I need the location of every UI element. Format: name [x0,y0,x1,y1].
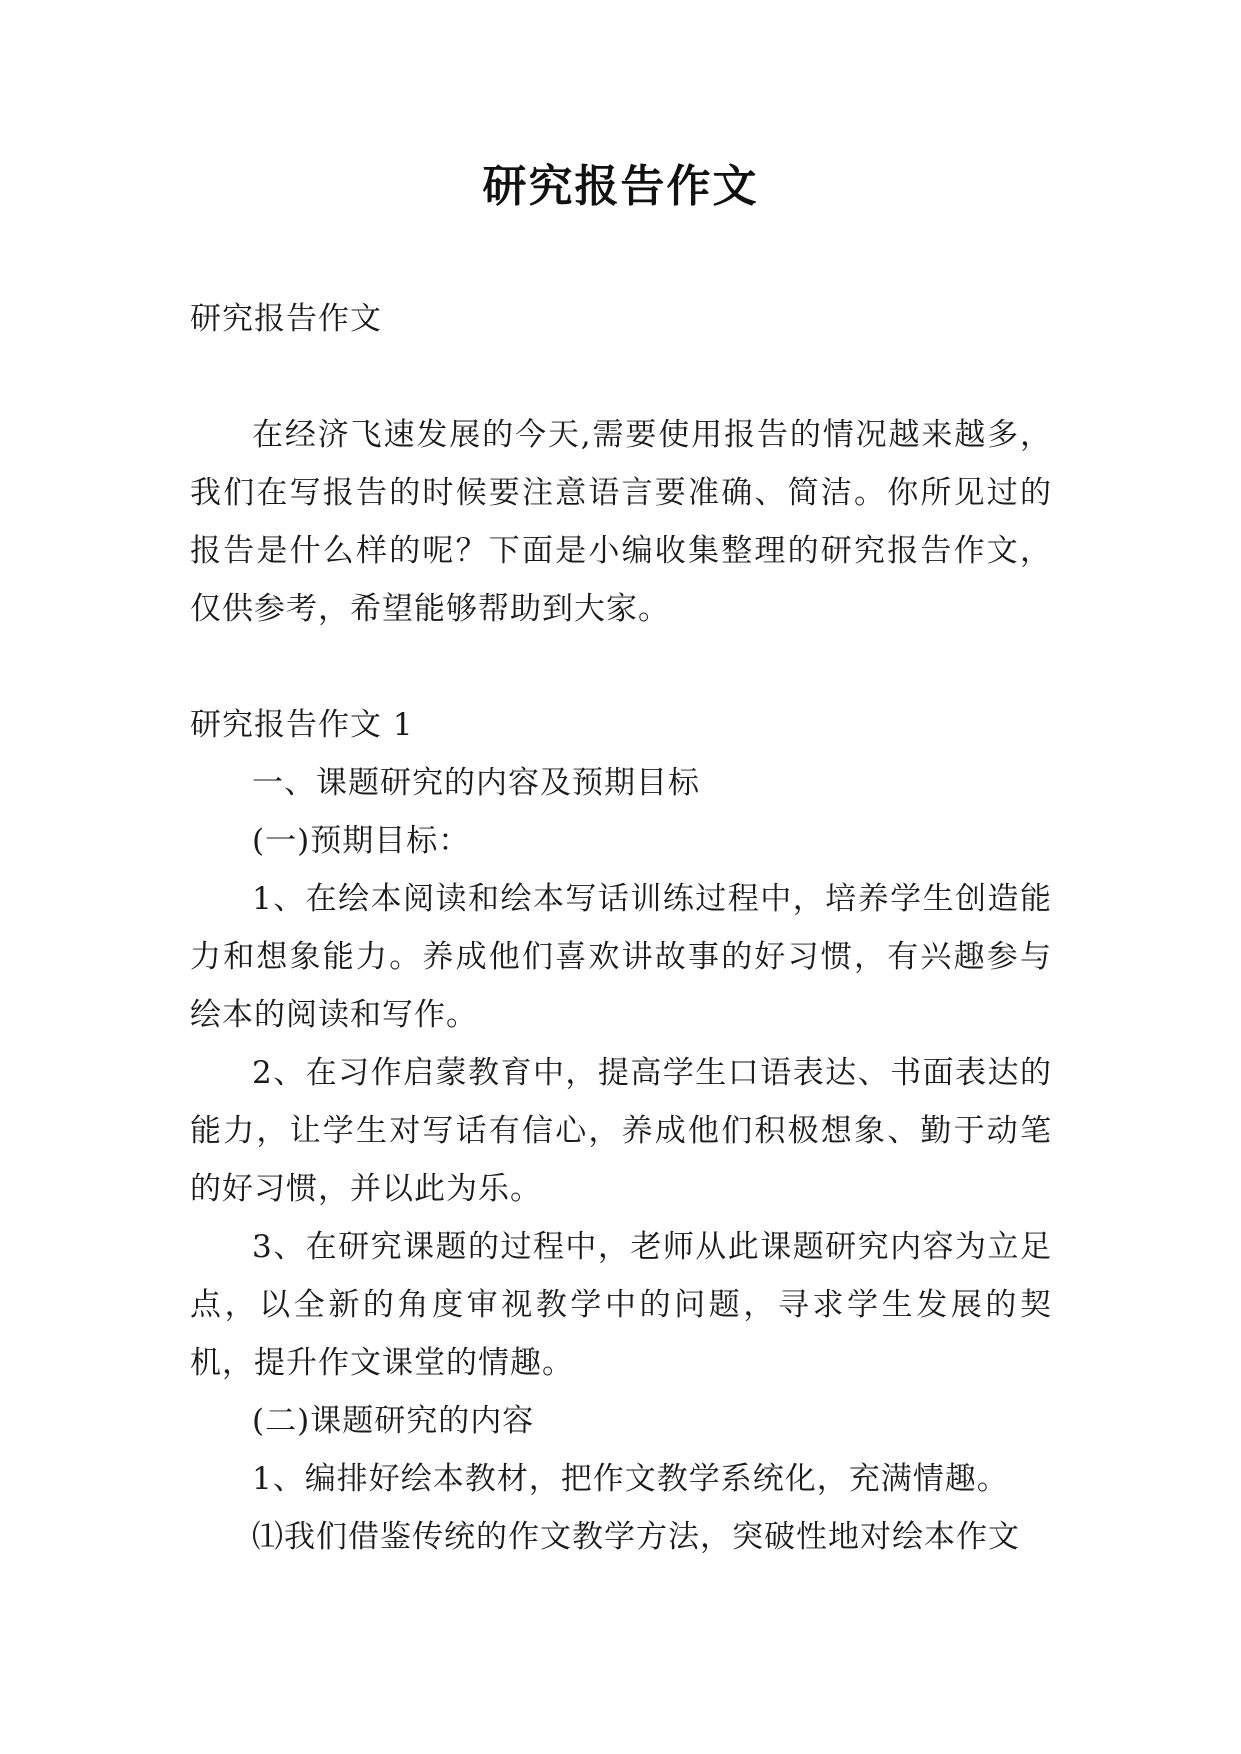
content-paragraph-1: 1、编排好绘本教材，把作文教学系统化，充满情趣。 [252,1461,1009,1497]
subtitle: 研究报告作文 [190,301,382,337]
goal-paragraph-2: 2、在习作启蒙教育中，提高学生口语表达、书面表达的能力，让学生对写话有信心，养成他们积极想象、勤于动笔的好习惯，并以此为乐。 [190,1055,1052,1207]
heading-expected-goals: (一)预期目标： [252,823,471,859]
document-title: 研究报告作文 [482,161,759,212]
heading-research-content-2: (二)课题研究的内容 [252,1403,535,1439]
document-body [190,290,1052,1566]
goal-paragraph-3: 3、在研究课题的过程中，老师从此课题研究内容为立足点，以全新的角度审视教学中的问题，寻求学生发展的契机，提升作文课堂的情趣。 [190,1229,1052,1381]
intro-paragraph: 在经济飞速发展的今天,需要使用报告的情况越来越多，我们在写报告的时候要注意语言要准确、简洁。你所见过的报告是什么样的呢？下面是小编收集整理的研究报告作文，仅供参考，希望能够帮助到大家。 [190,417,1052,627]
heading-research-content: 一、课题研究的内容及预期目标 [252,765,700,801]
goal-paragraph-1: 1、在绘本阅读和绘本写话训练过程中，培养学生创造能力和想象能力。养成他们喜欢讲故事的好习惯，有兴趣参与绘本的阅读和写作。 [190,881,1052,1033]
content-paragraph-2: ⑴我们借鉴传统的作文教学方法，突破性地对绘本作文 [252,1519,1020,1555]
section-title: 研究报告作文 1 [190,707,414,743]
